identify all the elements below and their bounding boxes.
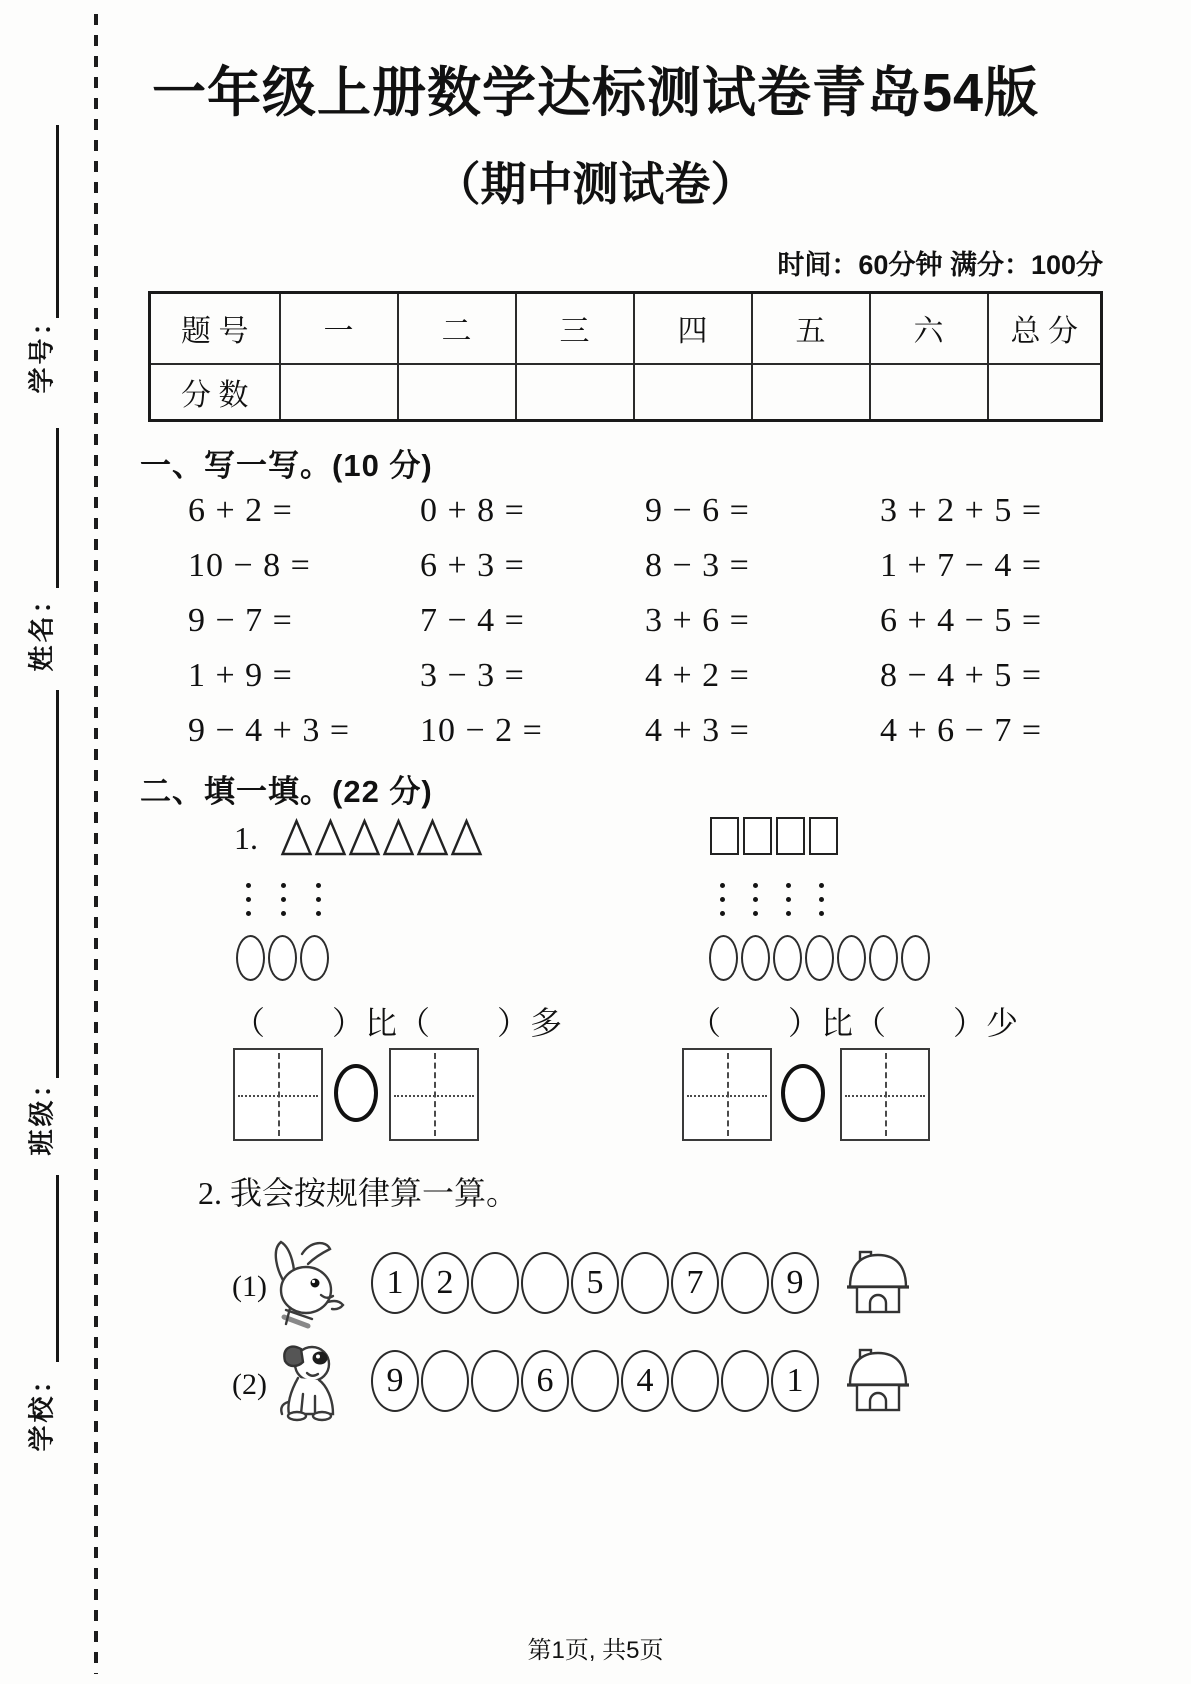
box-dotted-hline [845,1095,925,1097]
square-shape [710,817,739,855]
pattern-circle-empty [721,1350,769,1412]
circle-shape [236,935,265,981]
rabbit-icon [256,1238,358,1330]
problem-expression: 3 + 6 = [645,602,750,639]
circle-row-right [709,935,933,981]
score-table-header-cell: 二 [398,293,516,364]
match-dots-column [753,883,758,925]
compare-more-text: （ ）比（ ）多 [233,1005,564,1041]
pattern-circle-number: 2 [421,1252,469,1314]
pattern-circle-empty [421,1350,469,1412]
circle-shape [300,935,329,981]
triangle-shape [348,818,381,857]
problem-expression: 9 − 6 = [645,492,750,529]
compare-less-text: （ ）比（ ）少 [689,1005,1020,1041]
score-table-header-cell: 题 号 [150,293,280,364]
problem-expression: 1 + 9 = [188,657,293,694]
triangle-shape [280,818,313,857]
problem-expression: 4 + 2 = [645,657,750,694]
pattern-circle-empty [471,1350,519,1412]
pattern-circle-empty [621,1252,669,1314]
pattern-circle-number: 7 [671,1252,719,1314]
triangle-shape [314,818,347,857]
circle-shape [805,935,834,981]
score-table-header-cell: 五 [752,293,870,364]
school-blank-line [56,1175,59,1362]
pattern-circle-number: 1 [371,1252,419,1314]
page-subtitle: （期中测试卷） [434,158,757,210]
score-table-header-cell: 三 [516,293,634,364]
problem-expression: 10 − 8 = [188,547,311,584]
circle-shape [869,935,898,981]
triangle-shape [416,818,449,857]
box-dotted-hline [687,1095,767,1097]
write-box [233,1048,323,1141]
box-dotted-hline [238,1095,318,1097]
problem-expression: 3 − 3 = [420,657,525,694]
triangle-shape [382,818,415,857]
pattern-circle-number: 5 [571,1252,619,1314]
problem-expression: 6 + 4 − 5 = [880,602,1043,639]
compare-circle [334,1064,378,1122]
dog-icon [270,1340,350,1428]
match-dots-left [246,883,351,925]
score-table-header-cell: 一 [280,293,398,364]
match-dots-column [786,883,791,925]
square-row [710,817,842,855]
box-dotted-hline [394,1095,474,1097]
problem-expression: 6 + 3 = [420,547,525,584]
circle-shape [709,935,738,981]
page-number-footer: 第1页, 共5页 [527,1637,664,1664]
page-title: 一年级上册数学达标测试卷青岛54版 [151,63,1040,123]
problem-expression: 9 − 4 + 3 = [188,712,351,749]
match-dots-column [246,883,251,925]
problem-expression: 4 + 6 − 7 = [880,712,1043,749]
pattern-circle-number: 4 [621,1350,669,1412]
pattern-circle-empty [721,1252,769,1314]
name-blank-line [56,428,59,588]
student-id-label: 学号： [26,306,57,394]
compare-circle [781,1064,825,1122]
problem-expression: 9 − 7 = [188,602,293,639]
triangle-row [280,818,484,857]
problem-expression: 0 + 8 = [420,492,525,529]
circle-shape [901,935,930,981]
pattern-circle-number: 9 [371,1350,419,1412]
class-blank-line [56,690,59,1078]
circle-shape [741,935,770,981]
problem-expression: 1 + 7 − 4 = [880,547,1043,584]
score-table-header-cell: 四 [634,293,752,364]
match-dots-column [316,883,321,925]
pattern-circle-number: 1 [771,1350,819,1412]
school-label: 学校： [26,1364,57,1452]
score-cell-empty [752,364,870,421]
problem-expression: 8 − 3 = [645,547,750,584]
score-cell-empty [634,364,752,421]
square-shape [809,817,838,855]
problem-expression: 6 + 2 = [188,492,293,529]
match-dots-column [819,883,824,925]
item1-number: 1. [234,820,258,856]
write-box [682,1048,772,1141]
match-dots-column [720,883,725,925]
square-shape [776,817,805,855]
score-row-label: 分 数 [150,364,280,421]
pattern-row2-label: (2) [232,1368,267,1401]
circle-shape [268,935,297,981]
problem-expression: 8 − 4 + 5 = [880,657,1043,694]
circle-row-left [236,935,332,981]
score-cell-empty [398,364,516,421]
circle-shape [773,935,802,981]
match-dots-right [720,883,852,925]
triangle-shape [450,818,483,857]
pattern-cells [371,1252,821,1314]
house-icon [845,1348,911,1412]
score-cell-empty [516,364,634,421]
class-label: 班级： [26,1068,57,1156]
problem-expression: 4 + 3 = [645,712,750,749]
pattern-circle-number: 9 [771,1252,819,1314]
pattern-circle-empty [571,1350,619,1412]
score-cell-empty [280,364,398,421]
score-cell-empty [870,364,988,421]
score-table-header-cell: 六 [870,293,988,364]
problem-expression: 10 − 2 = [420,712,543,749]
section2-heading: 二、填一填。(22 分) [140,774,433,809]
house-icon [845,1250,911,1314]
write-box [840,1048,930,1141]
pattern-circle-empty [471,1252,519,1314]
score-table [148,291,1103,422]
pattern-circle-empty [521,1252,569,1314]
section1-heading: 一、写一写。(10 分) [140,448,433,483]
item2-heading: 2. 我会按规律算一算。 [198,1175,519,1211]
pattern-cells [371,1350,821,1412]
pattern-circle-number: 6 [521,1350,569,1412]
compare-figure-left [233,1048,485,1143]
compare-figure-right [682,1048,934,1143]
time-score-info: 时间：60分钟 满分：100分 [777,250,1103,280]
square-shape [743,817,772,855]
problem-expression: 7 − 4 = [420,602,525,639]
match-dots-column [281,883,286,925]
pattern-row1-label: (1) [232,1270,267,1303]
pattern-circle-empty [671,1350,719,1412]
problem-expression: 3 + 2 + 5 = [880,492,1043,529]
problems-grid [188,492,1042,767]
circle-shape [837,935,866,981]
name-label: 姓名： [26,584,57,672]
score-table-header-cell: 总 分 [988,293,1102,364]
score-cell-empty [988,364,1102,421]
write-box [389,1048,479,1141]
